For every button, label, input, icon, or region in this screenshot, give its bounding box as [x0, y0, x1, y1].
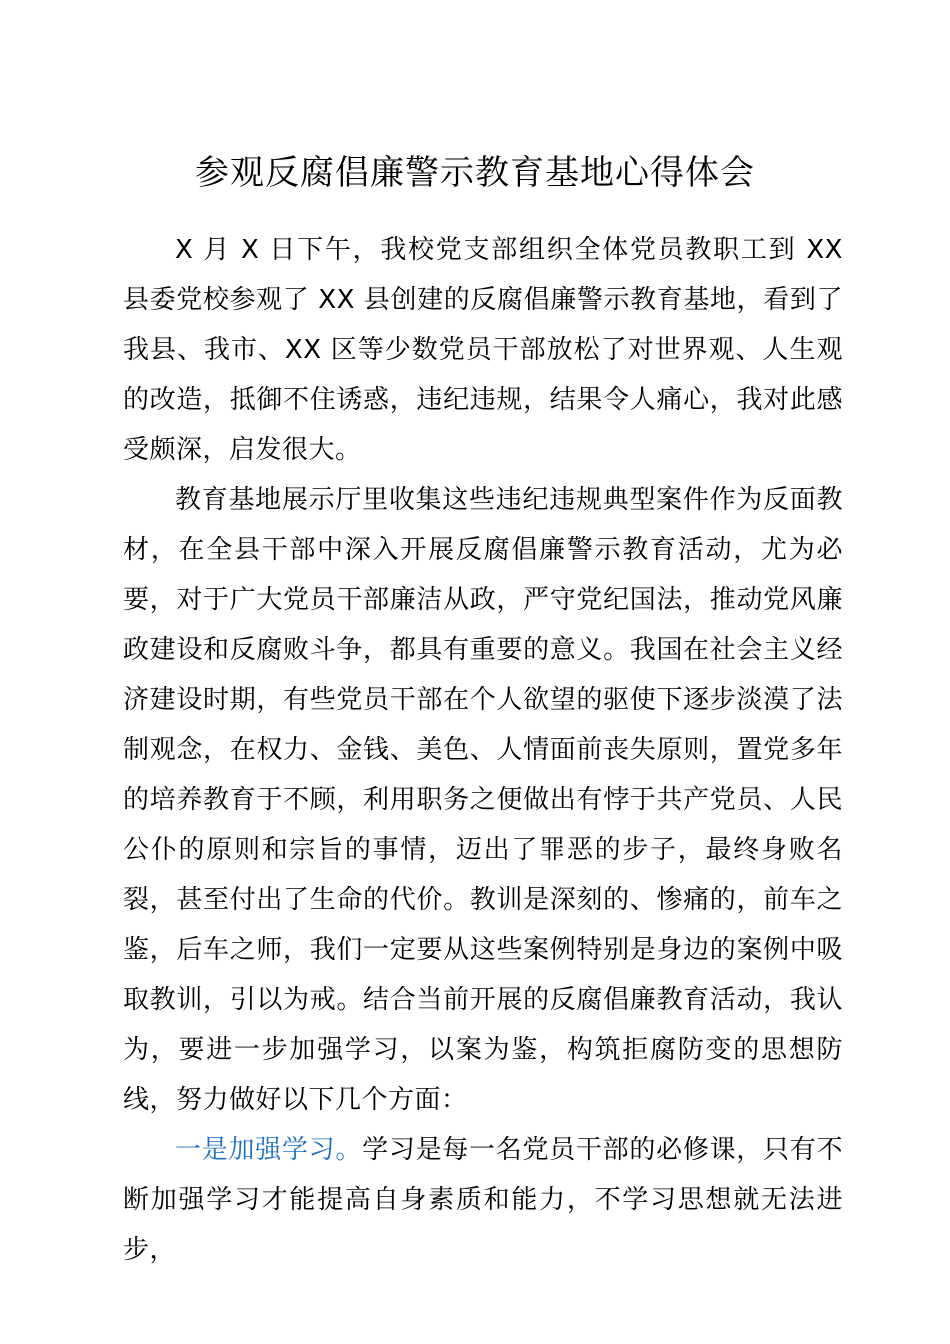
paragraph-exhibition: 教育基地展示厅里收集这些违纪违规典型案件作为反面教材，在全县干部中深入开展反腐倡廉警示教育活动，尤为必要，对于广大党员干部廉洁从政，严守党纪国法，推动党风廉政建设和反腐败斗争，都具有重要的意义。我国在社会主义经济建设时期，有些党员干部在个人欲望的驱使下逐步淡漠了法制观念，在权力、金钱、美色、人情面前丧失原则，置党多年的培养教育于不顾，利用职务之便做出有悖于共产党员、人民公仆的原则和宗旨的事情，迈出了罪恶的步子，最终身败名裂，甚至付出了生命的代价。教训是深刻的、惨痛的，前车之鉴，后车之师，我们一定要从这些案例特别是身边的案例中吸取教训，引以为戒。结合当前开展的反腐倡廉教育活动，我认为，要进一步加强学习，以案为鉴，构筑拒腐防变的思想防线，努力做好以下几个方面： [123, 485, 843, 1115]
document-body [123, 225, 843, 1275]
document-title: 参观反腐倡廉警示教育基地心得体会 [195, 153, 755, 193]
paragraph-point-one [123, 1125, 843, 1275]
point-one-text: 学习是每一名党员干部的必修课，只有不断加强学习才能提高自身素质和能力，不学习思想就无法进步， [123, 1135, 843, 1265]
point-one-heading: 一是加强学习。 [175, 1135, 363, 1165]
paragraph-intro: X 月 X 日下午，我校党支部组织全体党员教职工到 XX 县委党校参观了 XX 县创建的反腐倡廉警示教育基地，看到了我县、我市、XX 区等少数党员干部放松了对世界观、人生观的改造，抵御不住诱惑，违纪违规，结果令人痛心，我对此感受颇深，启发很大。 [123, 235, 843, 465]
